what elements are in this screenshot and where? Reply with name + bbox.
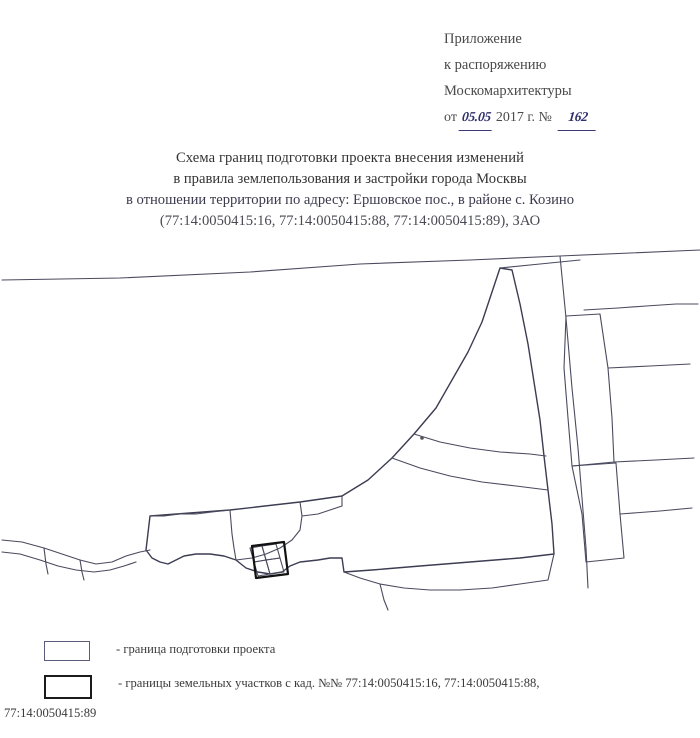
map-left-channel (2, 540, 150, 564)
map-upper-diagonal (500, 260, 580, 268)
page-title (0, 148, 700, 232)
header-line-authority: Москомархитектуры (444, 83, 572, 99)
title-line-3: в отношении территории по адресу: Ершовское пос., в районе с. Козино (125, 192, 575, 208)
map-right-extra-1 (620, 508, 692, 514)
legend-swatch-thick (44, 675, 92, 699)
map-right-parcel-lower (572, 463, 624, 562)
legend-item-project-boundary (44, 640, 684, 661)
order-reference-line (444, 104, 684, 131)
legend-swatch-thin (44, 641, 90, 661)
map-lower-road-2 (380, 584, 388, 610)
legend-item-cadastral-parcels (44, 674, 684, 699)
map-right-parcel (564, 314, 614, 466)
header-line-order: к распоряжению (444, 57, 547, 73)
map-inner-line-3 (236, 502, 302, 560)
map-boundary-right-outer (584, 304, 698, 310)
title-line-2: в правила землепользования и застройки города Москвы (173, 171, 527, 187)
order-prefix-label: от (444, 110, 457, 125)
map-road-network (2, 250, 700, 280)
project-boundary-outline (146, 268, 554, 574)
order-date-handwritten: 05.05 (459, 104, 495, 131)
map-right-extra-2 (614, 458, 694, 462)
map-field-line-1 (414, 434, 546, 456)
map-right-extra-3 (608, 364, 690, 368)
map-svg (0, 248, 700, 618)
approval-header (444, 26, 684, 131)
order-number-handwritten: 162 (557, 104, 598, 131)
map-left-channel-2 (2, 552, 136, 572)
map-legend (4, 640, 684, 720)
legend-label-project-boundary: - граница подготовки проекта (116, 642, 276, 656)
map-inner-line-2 (230, 510, 236, 560)
title-line-4: (77:14:0050415:16, 77:14:0050415:88, 77:14:0050415:89), ЗАО (159, 213, 541, 229)
header-line-appendix: Приложение (444, 31, 522, 47)
map-center-marker (420, 436, 424, 440)
map-drawing (0, 248, 700, 618)
legend-label-cadastral-parcels-continued: 77:14:0050415:89 (4, 706, 97, 720)
map-field-line-2 (392, 458, 548, 490)
map-lower-road (344, 554, 554, 590)
legend-label-cadastral-parcels: - границы земельных участков с кад. №№ 77:14:0050415:16, 77:14:0050415:88, (118, 676, 540, 690)
order-year-label: 2017 г. № (495, 110, 552, 125)
title-line-1: Схема границ подготовки проекта внесения изменений (175, 150, 525, 166)
